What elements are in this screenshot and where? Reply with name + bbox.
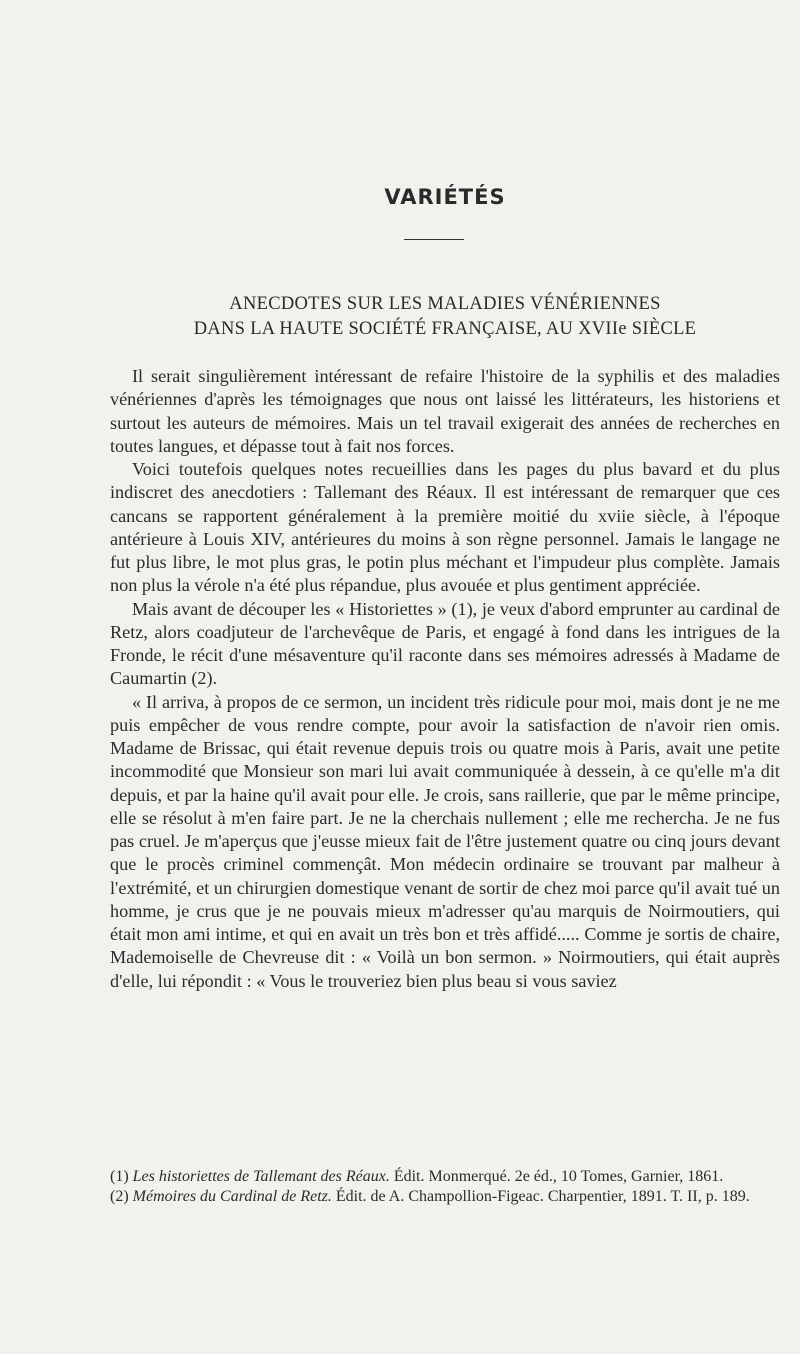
footnote-number: (1) xyxy=(110,1168,129,1185)
title-divider xyxy=(404,239,464,240)
footnote-title: Mémoires du Cardinal de Retz. xyxy=(132,1188,332,1205)
article-title-line-2: DANS LA HAUTE SOCIÉTÉ FRANÇAISE, AU XVIIe SIÈCLE xyxy=(193,319,697,339)
paragraph: « Il arriva, à propos de ce sermon, un incident très ridicule pour moi, mais dont je ne me puis empêcher de vous rendre compte, pour avoir la satisfaction de n'avoir rien omis. Madame de Brissac, qui était revenue depuis trois ou quatre mois à Paris, avait une petite incommodité que Monsieur son mari lui avait communiquée à dessein, à ce qu'elle m'a dit depuis, et par la haine qu'il avait pour elle. Je crois, sans raillerie, que par le même principe, elle se résolut à m'en faire part. Je ne la cherchais nullement ; elle me rechercha. Je ne fus pas cruel. Je m'aperçus que j'eusse mieux fait de l'être justement quatre ou cinq jours devant que le procès criminel commençât. Mon médecin ordinaire se trouvant par malheur à l'extrémité, et un chirurgien domestique venant de sortir de chez moi parce qu'il avait tué un homme, je crus que je ne pouvais mieux m'adresser qu'au marquis de Noirmoutiers, qui était mon ami intime, et qui en avait un très bon et très affidé..... Comme je sortis de chaire, Mademoiselle de Chevreuse dit : « Voilà un bon sermon. » Noirmoutiers, qui était auprès d'elle, lui répondit : « Vous le trouveriez bien plus beau si vous saviez xyxy=(110,691,780,991)
footnote-number: (2) xyxy=(110,1188,129,1205)
section-title: VARIÉTÉS xyxy=(384,185,506,209)
paragraph: Voici toutefois quelques notes recueillies dans les pages du plus bavard et du plus indiscret des anecdotiers : Tallemant des Réaux. Il est intéressant de remarquer que ces cancans se rapportent généralement à la première moitié du xviie siècle, à l'époque antérieure à Louis XIV, antérieures du moins à son règne personnel. Jamais le langage ne fut plus libre, le mot plus gras, le potin plus méchant et l'impudeur plus complète. Jamais non plus la vérole n'a été plus répandue, plus avouée et plus gentiment appréciée. xyxy=(110,459,780,596)
footnote-text: Édit. Monmerqué. 2e éd., 10 Tomes, Garnier, 1861. xyxy=(393,1168,724,1185)
article-body xyxy=(110,365,780,993)
article-title-line-1: ANECDOTES SUR LES MALADIES VÉNÉRIENNES xyxy=(229,294,661,314)
paragraph: Mais avant de découper les « Historiettes » (1), je veux d'abord emprunter au cardinal de Retz, alors coadjuteur de l'archevêque de Paris, et engagé à fond dans les intrigues de la Fronde, le récit d'une mésaventure qu'il raconte dans ses mémoires adressés à Madame de Caumartin (2). xyxy=(110,598,780,689)
article-title xyxy=(110,292,780,342)
footnote xyxy=(110,1187,780,1207)
footnote-text: Édit. de A. Champollion-Figeac. Charpentier, 1891. T. II, p. 189. xyxy=(335,1188,750,1205)
footnotes xyxy=(110,1167,780,1207)
footnote-title: Les historiettes de Tallemant des Réaux. xyxy=(132,1168,390,1185)
footnote xyxy=(110,1167,780,1187)
paragraph: Il serait singulièrement intéressant de refaire l'histoire de la syphilis et des maladies vénériennes d'après les témoignages que nous ont laissé les littérateurs, les historiens et surtout les auteurs de mémoires. Mais un tel travail exigerait des années de recherches en toutes langues, et dépasse tout à fait nos forces. xyxy=(110,366,780,456)
